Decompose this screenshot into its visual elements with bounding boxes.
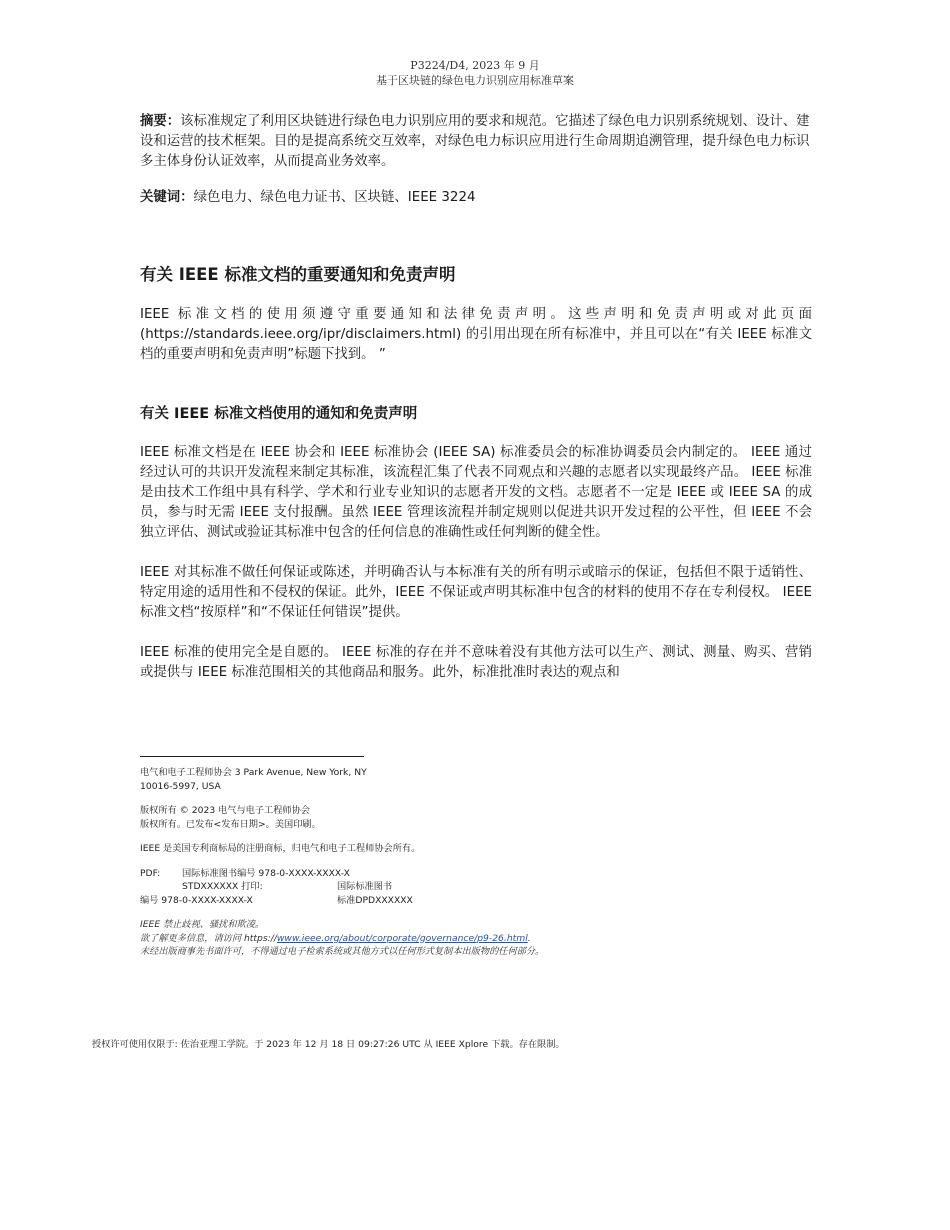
copyright-line-2: 版权所有。已发布<发布日期>。美国印刷。 [140,818,321,830]
footnote-policy [140,918,700,959]
more-info-line [140,932,700,946]
footnote-divider [140,756,364,757]
more-info-prefix: 欲了解更多信息，请访问 https:// [140,932,277,944]
isbn-number: 编号 978-0-XXXX-XXXX-X [140,894,253,906]
no-reproduce-notice: 未经出版商事先书面许可，不得通过电子检索系统或其他方式以任何形式复制本出版物的任何部分。 [140,946,545,957]
notices-paragraph: IEEE 标准文档的使用须遵守重要通知和法律免责声明。这些声明和免责声明或对此页面(https://standards.ieee.org/ipr/disclaimers.html) 的引用出现在所有标准中，并且可以在“有关 IEEE 标准文档的重要声明和免责声明”标题下找到。 ” [140,307,812,362]
std-code: STDXXXXXX 打印: [182,881,263,892]
keywords [140,188,812,208]
print-isbn-line [140,880,700,894]
governance-link[interactable]: www.ieee.org/about/corporate/governance/p9-26.html [276,932,528,944]
print-isbn-label: 国际标准图书 [337,881,393,892]
keywords-label: 关键词： [140,190,194,205]
copyright-line-1: 版权所有 © 2023 电气与电子工程师协会 [140,805,310,816]
usage-paragraph-1: IEEE 标准文档是在 IEEE 协会和 IEEE 标准协会 (IEEE SA) 标准委员会的标准协调委员会内制定的。 IEEE 通过经过认可的共识开发流程来制定其标准，该流程汇集了代表不同观点和兴趣的志愿者以实现最终产品。 IEEE 标准是由技术工作组中具有科学、学术和行业专业知识的志愿者开发的文档。志愿者不一定是 IEEE 或 IEEE SA 的成员，参与时无需 IEEE 支付报酬。虽然 IEEE 管理该流程并制定规则以促进共识开发过程的公平性，但 IEEE 不会独立评估、测试或验证其标准中包含的任何信息的准确性或任何判断的健全性。 [140,445,812,540]
footnote [140,756,700,959]
address-line-1: 电气和电子工程师协会 3 Park Avenue, New York, NY [140,767,367,778]
usage-paragraph-2: IEEE 对其标准不做任何保证或陈述，并明确否认与本标准有关的所有明示或暗示的保证，包括但不限于适销性、特定用途的适用性和不侵权的保证。此外，IEEE 不保证或声明其标准中包含的材料的使用不存在专利侵权。 IEEE 标准文档“按原样”和“不保证任何错误”提供。 [140,565,812,620]
license-notice: 授权许可使用仅限于: 佐治亚理工学院。于 2023 年 12 月 18 日 09:27:26 UTC 从 IEEE Xplore 下载。存在限制。 [92,1039,565,1050]
footnote-copyright [140,804,700,831]
subsection-title-usage-notices: 有关 IEEE 标准文档使用的通知和免责声明 [140,406,418,422]
more-info-suffix: . [527,932,531,944]
prohibit-notice: IEEE 禁止歧视、骚扰和欺凌。 [140,919,265,930]
footnote-isbn [140,867,700,908]
main-content [140,112,812,697]
pdf-label: PDF: [140,867,161,879]
pdf-isbn: 国际标准图书编号 978-0-XXXX-XXXX-X [182,867,350,879]
usage-paragraph-3: IEEE 标准的使用完全是自愿的。 IEEE 标准的存在并不意味着没有其他方法可以生产、测试、测量、购买、营销或提供与 IEEE 标准范围相关的其他商品和服务。此外，标准批准时表达的观点和 [140,645,812,680]
std-pd: 标准DPDXXXXXX [337,894,413,906]
page-header [0,58,950,88]
abstract [140,112,812,172]
isbn-number-line [140,894,700,908]
abstract-text: 该标准规定了利用区块链进行绿色电力识别应用的要求和规范。它描述了绿色电力识别系统规划、设计、建设和运营的技术框架。目的是提高系统交互效率，对绿色电力标识应用进行生命周期追溯管理，提升绿色电力标识多主体身份认证效率，从而提高业务效率。 [140,114,810,169]
address-line-2: 10016-5997, USA [140,780,221,792]
abstract-label: 摘要： [140,114,181,129]
section-title-notices: 有关 IEEE 标准文档的重要通知和免责声明 [140,265,456,284]
pdf-isbn-line [140,867,700,881]
footnote-address [140,766,700,793]
header-doc-title: 基于区块链的绿色电力识别应用标准草案 [376,74,574,87]
footnote-trademark: IEEE 是美国专利商标局的注册商标，归电气和电子工程师协会所有。 [140,843,421,854]
keywords-text: 绿色电力、绿色电力证书、区块链、IEEE 3224 [193,190,476,205]
header-draft-info: P3224/D4, 2023 年 9 月 [410,59,540,72]
